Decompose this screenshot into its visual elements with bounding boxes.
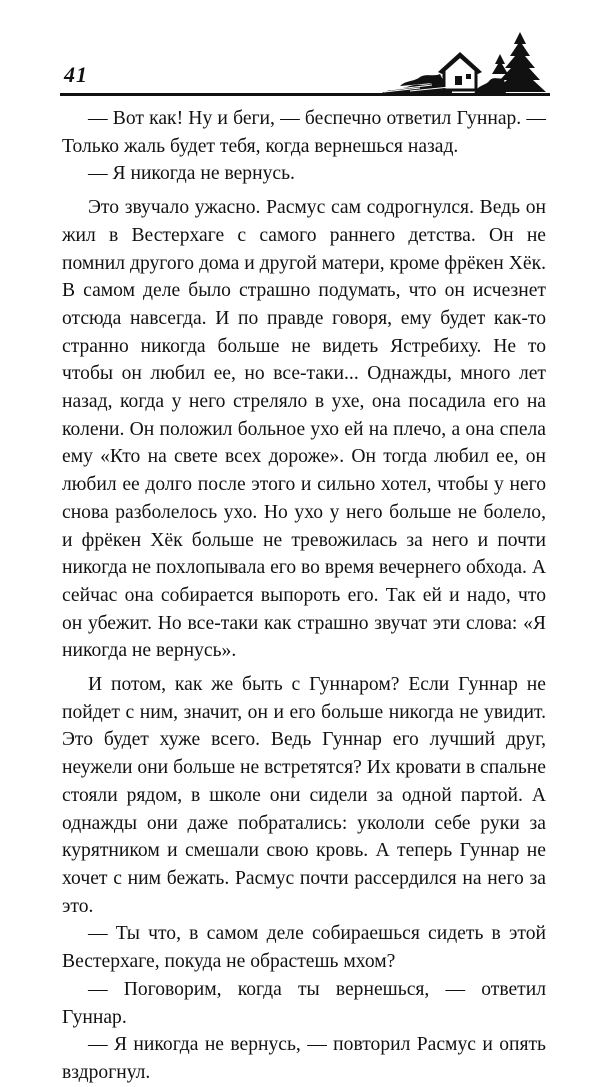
paragraph: — Ты что, в самом деле собираешься сидеть в этой Вестерхаге, покуда не обрастешь мхом? bbox=[62, 923, 546, 973]
paragraph: — Я никогда не вернусь. bbox=[88, 163, 295, 185]
page-header bbox=[60, 30, 550, 100]
body-text bbox=[62, 105, 546, 1087]
paragraph: — Я никогда не вернусь, — повторил Расмус и опять вздрогнул. bbox=[62, 1034, 546, 1083]
header-rule bbox=[60, 93, 550, 96]
paragraph: — Вот как! Ну и беги, — беспечно ответил Гуннар. — Только жаль будет тебя, когда вернешься назад. bbox=[62, 108, 546, 157]
paragraph: — Поговорим, когда ты вернешься, — ответил Гуннар. bbox=[62, 978, 546, 1028]
paragraph: Это звучало ужасно. Расмус сам содрогнулся. Ведь он жил в Вестерхаге с самого раннего детства. Он не помнил другого дома и другой матери, кроме фрёкен Хёк. В самом деле было страшно подумать, что он исчезнет отсюда навсегда. И по правде говоря, ему будет как-то странно никогда больше не видеть Ястребиху. Не то чтобы он любил ее, но все-таки... Однажды, много лет назад, когда у него стреляло в ухе, она посадила его на колени. Он положил больное ухо ей на плечо, а она спела ему «Кто на свете всех дороже». Он тогда любил ее, он любил ее долго после этого и сильно хотел, чтобы у него снова разболелось ухо. Но ухо у него больше не болело, и фрёкен Хёк больше не тревожилась за него и почти никогда не похлопывала его во время вечернего обхода. А сейчас она собирается выпороть его. Так ей и надо, что он убежит. Но все-таки как страшно звучат эти слова: «Я никогда не вернусь». bbox=[62, 197, 546, 662]
forest-house-vignette-icon bbox=[380, 30, 550, 96]
page-number: 41 bbox=[64, 62, 88, 87]
paragraph: И потом, как же быть с Гуннаром? Если Гуннар не пойдет с ним, значит, он и его больше никогда не увидит. Это будет хуже всего. Ведь Гуннар его лучший друг, неужели они больше не встретятся? Их кровати в спальне стояли рядом, в школе они сидели за одной партой. А однажды они даже побратались: укололи себе руки за курятником и смешали свою кровь. А теперь Гуннар не хочет с ним бежать. Расмус почти рассердился на него за это. bbox=[62, 674, 546, 917]
